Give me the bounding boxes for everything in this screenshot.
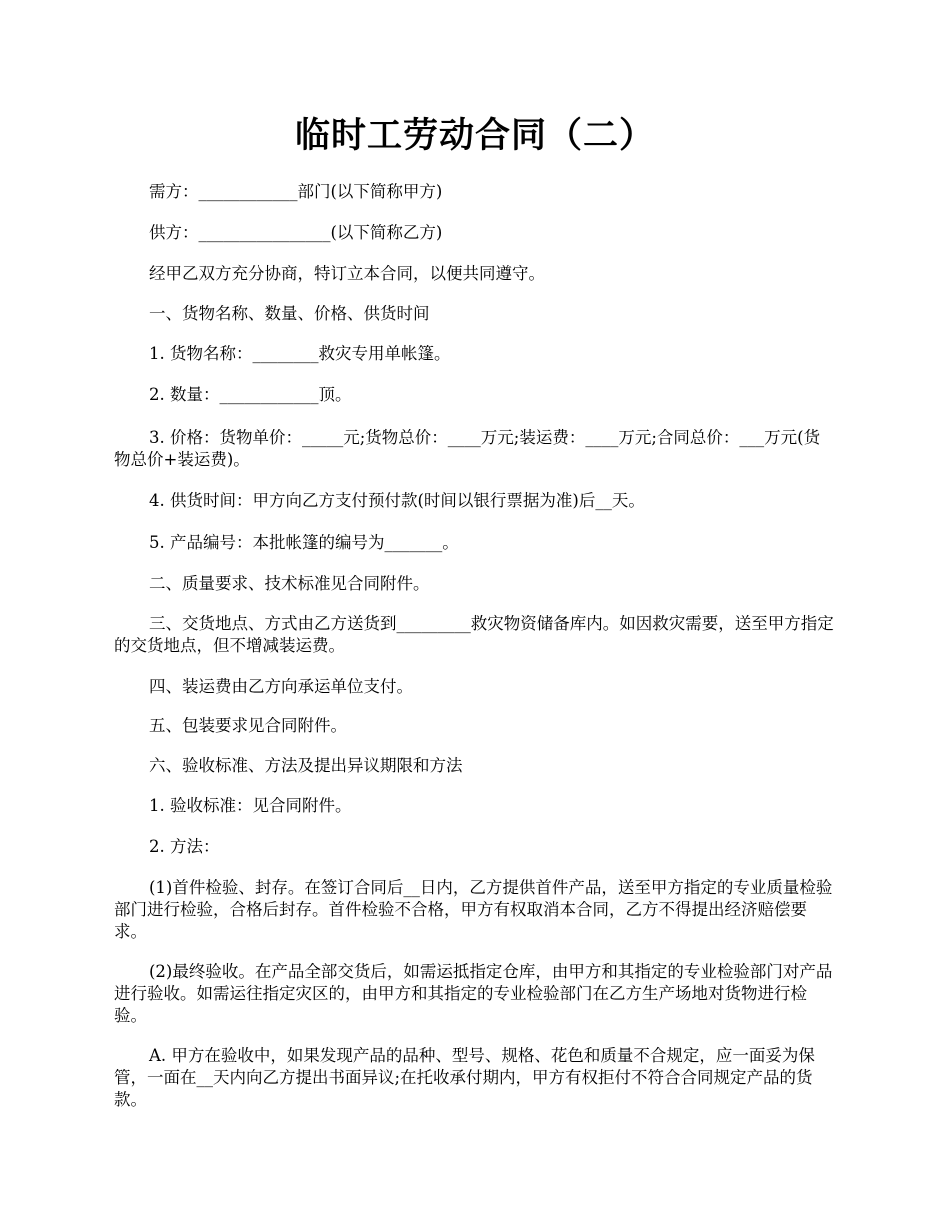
paragraph-objection: A. 甲方在验收中，如果发现产品的品种、型号、规格、花色和质量不合规定，应一面妥为保管，一面在__天内向乙方提出书面异议;在托收承付期内，甲方有权拒付不符合合同规定产品的货款。 bbox=[114, 1046, 815, 1109]
paragraph-final-acceptance: (2)最终验收。在产品全部交货后，如需运抵指定仓库，由甲方和其指定的专业检验部门对产品进行验收。如需运往指定灾区的，由甲方和其指定的专业检验部门在乙方生产场地对货物进行检验。 bbox=[114, 962, 833, 1025]
document-title: 临时工劳动合同（二） bbox=[294, 115, 655, 156]
section-heading-delivery: 三、交货地点、方式由乙方送货到_________救灾物资储备库内。如因救灾需要，送至甲方指定的交货地点，但不增减装运费。 bbox=[114, 614, 834, 655]
paragraph-agreement: 经甲乙双方充分协商，特订立本合同，以便共同遵守。 bbox=[149, 264, 545, 283]
paragraph-supply-time: 4. 供货时间：甲方向乙方支付预付款(时间以银行票据为准)后__天。 bbox=[149, 491, 645, 510]
section-heading-quality: 二、质量要求、技术标准见合同附件。 bbox=[149, 574, 430, 593]
paragraph-goods-name: 1. 货物名称：________救灾专用单帐篷。 bbox=[149, 344, 451, 363]
paragraph-quantity: 2. 数量：____________顶。 bbox=[149, 385, 352, 404]
paragraph-method: 2. 方法： bbox=[149, 837, 220, 856]
section-heading-packaging: 五、包装要求见合同附件。 bbox=[149, 716, 347, 735]
section-heading-freight: 四、装运费由乙方向承运单位支付。 bbox=[149, 677, 413, 696]
paragraph-buyer: 需方：____________部门(以下简称甲方) bbox=[149, 182, 443, 201]
section-heading-goods: 一、货物名称、数量、价格、供货时间 bbox=[149, 304, 430, 323]
paragraph-supplier: 供方：________________(以下简称乙方) bbox=[149, 223, 443, 242]
paragraph-price: 3. 价格：货物单价：_____元;货物总价：____万元;装运费：____万元;合同总价：___万元(货物总价+装运费)。 bbox=[114, 428, 821, 469]
section-heading-acceptance: 六、验收标准、方法及提出异议期限和方法 bbox=[149, 756, 463, 775]
paragraph-product-number: 5. 产品编号：本批帐篷的编号为_______。 bbox=[149, 533, 459, 552]
paragraph-first-inspection: (1)首件检验、封存。在签订合同后__日内，乙方提供首件产品，送至甲方指定的专业质量检验部门进行检验，合格后封存。首件检验不合格，甲方有权取消本合同，乙方不得提出经济赔偿要求。 bbox=[114, 878, 833, 941]
paragraph-acceptance-standard: 1. 验收标准：见合同附件。 bbox=[149, 796, 352, 815]
